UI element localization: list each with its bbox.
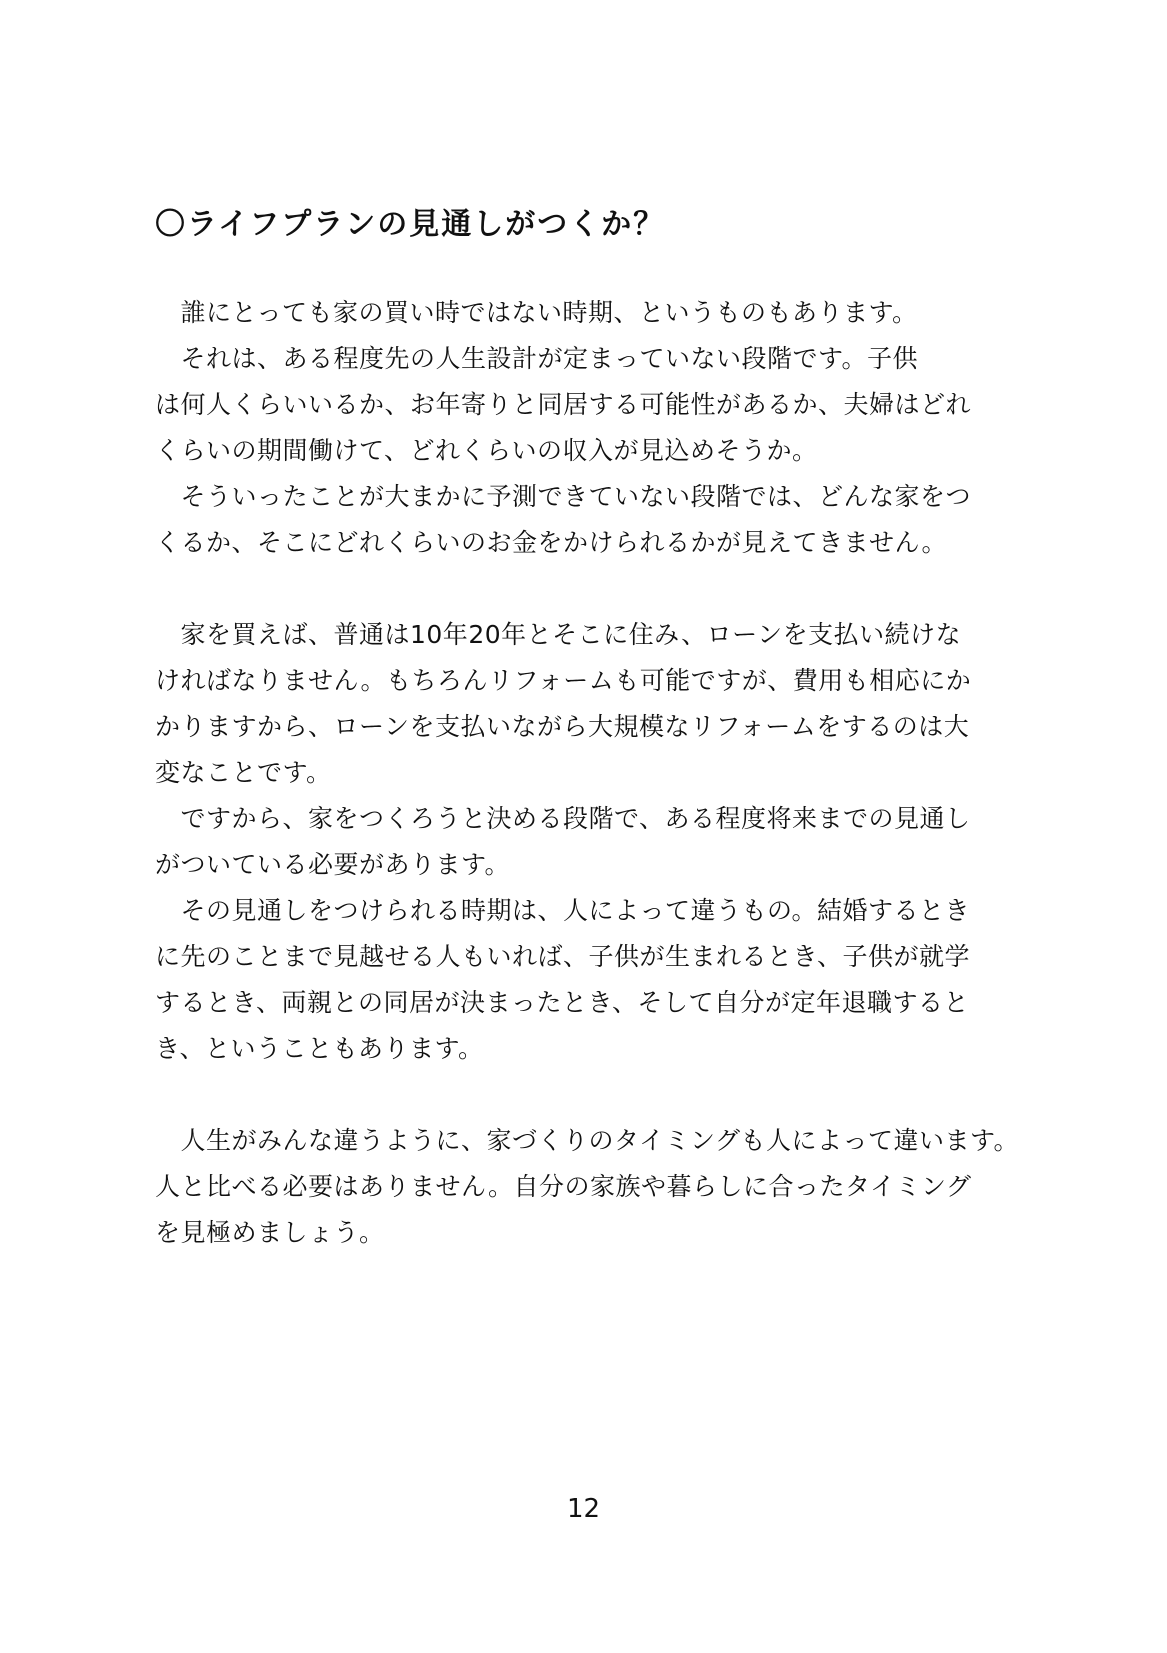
text-line: は何人くらいいるか、お年寄りと同居する可能性があるか、夫婦はどれ (155, 390, 972, 419)
text-line: ですから、家をつくろうと決める段階で、ある程度将来までの見通し (155, 804, 971, 833)
text-line: に先のことまで見越せる人もいれば、子供が生まれるとき、子供が就学 (155, 942, 971, 971)
text-line: ければなりません。もちろんリフォームも可能ですが、費用も相応にか (155, 666, 972, 695)
text-line: そういったことが大まかに予測できていない段階では、どんな家をつ (155, 482, 972, 511)
text-line: を見極めましょう。 (155, 1218, 385, 1247)
text-line: かりますから、ローンを支払いながら大規模なリフォームをするのは大 (155, 712, 970, 741)
paragraph-gap (155, 566, 1015, 612)
paragraph-gap (155, 1072, 1015, 1118)
text-line: それは、ある程度先の人生設計が定まっていない段階です。子供 (155, 344, 919, 373)
text-line: くるか、そこにどれくらいのお金をかけられるかが見えてきません。 (155, 528, 948, 557)
text-line: がついている必要があります。 (155, 850, 511, 879)
text-line: 家を買えば、普通は10年20年とそこに住み、ローンを支払い続けな (155, 620, 962, 649)
text-line: き、ということもあります。 (155, 1034, 484, 1063)
page-number: 12 (566, 1494, 601, 1524)
section-title: 〇ライフプランの見通しがつくか？ (155, 207, 666, 242)
text-line: 人生がみんな違うように、家づくりのタイミングも人によって違います。 (155, 1126, 1020, 1155)
text-line: 変なことです。 (155, 758, 332, 787)
text-line: 誰にとっても家の買い時ではない時期、というものもあります。 (155, 298, 918, 327)
text-line: くらいの期間働けて、どれくらいの収入が見込めそうか。 (155, 436, 818, 465)
text-line: その見通しをつけられる時期は、人によって違うもの。結婚するとき (155, 896, 971, 925)
body-text (155, 290, 1020, 1256)
text-line: 人と比べる必要はありません。自分の家族や暮らしに合ったタイミング (155, 1172, 972, 1201)
text-line: するとき、両親との同居が決まったとき、そして自分が定年退職すると (155, 988, 970, 1017)
